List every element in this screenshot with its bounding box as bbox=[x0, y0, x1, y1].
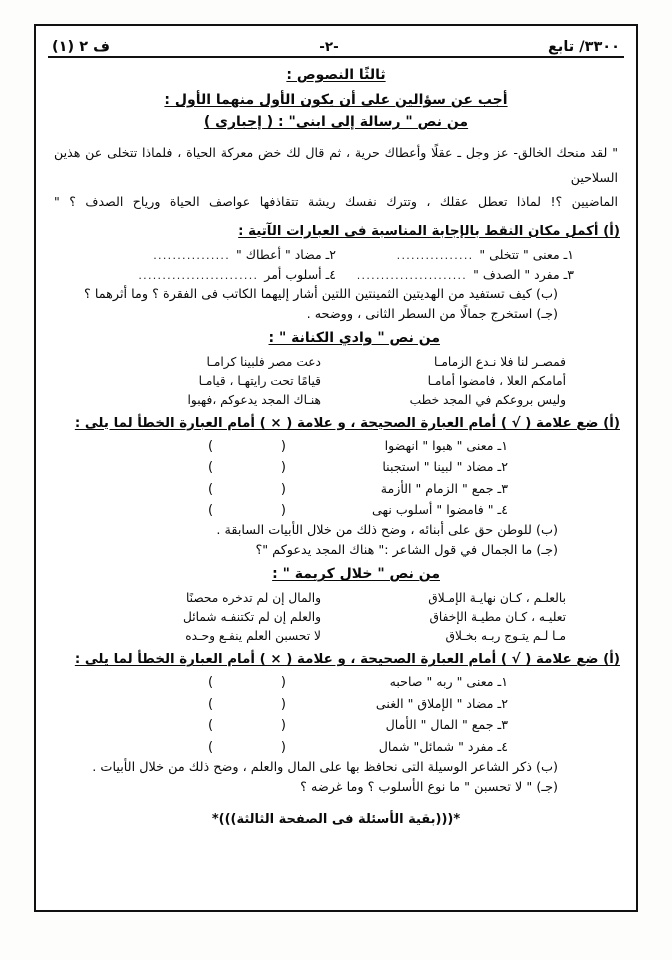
paren-open: ( bbox=[280, 718, 286, 734]
fill-item-4 bbox=[98, 267, 336, 282]
verse-1-hemistich-left: بالعلـم ، كـان نهايـة الإمـلاق bbox=[428, 591, 566, 606]
text2-question-b: (ب) للوطن حق على أبنائه ، وضح ذلك من خلال الأبيات السابقة . bbox=[216, 523, 558, 539]
text1-passage-line2: الماضيين ؟! لماذا تعطل عقلك ، وتترك نفسك ريشة تتقاذفها عواصف الحياة ورياح الصدف ؟ " bbox=[54, 194, 618, 210]
exam-sheet bbox=[34, 24, 638, 912]
truefalse-row bbox=[46, 739, 508, 755]
truefalse-item-1-answer-box[interactable] bbox=[208, 675, 286, 690]
truefalse-row bbox=[46, 717, 508, 733]
text2-source: من نص " وادي الكنانة " : bbox=[268, 329, 440, 346]
fill-item-1-label: ١ـ معنى " تتخلى " bbox=[479, 246, 574, 262]
paren-open: ( bbox=[280, 481, 286, 497]
text1-question-b: (ب) كيف تستفيد من الهديتين الثمينتين اللتين أشار إليهما الكاتب فى الفقرة ؟ وما أثرهما ؟ bbox=[84, 286, 558, 302]
fill-item-3 bbox=[336, 267, 574, 282]
continuation-note: *(((بقية الأسئلة فى الصفحة الثالثة)))* bbox=[211, 811, 461, 827]
fill-row bbox=[98, 267, 574, 282]
truefalse-item-1-answer-box[interactable] bbox=[208, 439, 286, 454]
fill-item-4-blank[interactable]: ......................... bbox=[138, 268, 259, 282]
truefalse-item-3-text: ٣ـ جمع " الزمام " الأزمة bbox=[380, 480, 508, 496]
paren-open: ( bbox=[280, 696, 286, 712]
text3-question-b: (ب) ذكر الشاعر الوسيلة التى نحافظ بها على المال والعلم ، وضح ذلك من خلال الأبيات . bbox=[92, 759, 558, 775]
text2-question-c: (جـ) ما الجمال في قول الشاعر :" هناك المجد يدعوكم "؟ bbox=[255, 543, 558, 559]
verse bbox=[90, 629, 582, 643]
header-divider bbox=[48, 56, 624, 58]
truefalse-row bbox=[46, 481, 508, 497]
truefalse-row bbox=[46, 459, 508, 475]
verse-2-hemistich-left: أمامكم العلا ، فامضوا أمامـا bbox=[427, 373, 566, 388]
section-title: ثالثًا النصوص : bbox=[286, 67, 386, 83]
truefalse-item-4-text: ٤ـ " فامضوا " أسلوب نهى bbox=[372, 502, 508, 518]
verse bbox=[90, 591, 582, 605]
paren-close: ) bbox=[208, 718, 214, 734]
truefalse-item-4-answer-box[interactable] bbox=[208, 740, 286, 755]
verse-2-hemistich-left: تعليـه ، كـان مطيـة الإخفاق bbox=[429, 610, 566, 625]
exam-code: ٣٣٠٠/ تابع bbox=[548, 39, 620, 55]
text1-source: من نص " رسالة إلى ابنى" : ( إجبارى ) bbox=[203, 114, 469, 130]
text1-fill-in-grid bbox=[46, 247, 626, 282]
verse-3-hemistich-right: لا تحسبن العلم ينفـع وحـده bbox=[185, 629, 321, 644]
paren-close: ) bbox=[208, 460, 214, 476]
truefalse-row bbox=[46, 438, 508, 454]
truefalse-item-3-answer-box[interactable] bbox=[208, 482, 286, 497]
text2-question-a-head: (أ) ضع علامة ( √ ) أمام العبارة الصحيحة ، و علامة ( × ) أمام العبارة الخطأ لما يلى : bbox=[74, 415, 620, 431]
truefalse-item-1-text: ١ـ معنى " هبوا " انهضوا bbox=[384, 437, 508, 453]
text3-question-c: (جـ) " لا تحسبن " ما نوع الأسلوب ؟ وما غرضه ؟ bbox=[300, 779, 558, 795]
truefalse-item-2-text: ٢ـ مضاد " لبينا " استجبنا bbox=[382, 459, 508, 475]
truefalse-item-1-text: ١ـ معنى " ربه " صاحبه bbox=[389, 674, 508, 690]
verse-2-hemistich-right: قيامًا تحت رايتهـا ، قيامـا bbox=[198, 373, 321, 388]
paren-open: ( bbox=[280, 503, 286, 519]
truefalse-item-4-text: ٤ـ مفرد " شمائل" شمال bbox=[378, 738, 508, 754]
text1-question-c: (جـ) استخرج جمالًا من السطر الثانى ، ووضحه . bbox=[306, 306, 558, 322]
page-header bbox=[46, 26, 626, 56]
paren-open: ( bbox=[280, 438, 286, 454]
paren-close: ) bbox=[208, 503, 214, 519]
paren-close: ) bbox=[208, 696, 214, 712]
fill-item-1-blank[interactable]: ................ bbox=[396, 248, 474, 262]
truefalse-item-2-text: ٢ـ مضاد " الإملاق " الغنى bbox=[375, 695, 508, 711]
verse-1-hemistich-right: والمال إن لم تدخره محصنًا bbox=[185, 591, 321, 606]
text1-passage-line1: " لقد منحك الخالق- عز وجل ـ عقلًا وأعطاك حرية ، ثم قال لك خض معركة الحياة ، فلماذا تتخلى عن هذين السلاحين bbox=[54, 145, 618, 185]
text2-truefalse-list bbox=[46, 438, 626, 519]
paren-close: ) bbox=[208, 675, 214, 691]
verse-2-hemistich-right: والعلم إن لم تكتنفـه شمائل bbox=[182, 610, 321, 625]
truefalse-item-4-answer-box[interactable] bbox=[208, 503, 286, 518]
fill-item-1 bbox=[336, 247, 574, 262]
verse bbox=[90, 610, 582, 624]
verse-3-hemistich-right: هنـاك المجد يدعوكم ،فهبوا bbox=[187, 392, 321, 407]
text2-poem bbox=[46, 355, 626, 407]
paren-close: ) bbox=[208, 481, 214, 497]
text1-question-a-head: (أ) أكمل مكان النقط بالإجابة المناسبة فى العبارات الآتية : bbox=[238, 223, 620, 239]
truefalse-row bbox=[46, 696, 508, 712]
paren-close: ) bbox=[208, 438, 214, 454]
truefalse-item-3-text: ٣ـ جمع " المال " الأمال bbox=[385, 717, 508, 733]
section-instruction: أجب عن سؤالين على أن يكون الأول منهما الأول : bbox=[164, 92, 508, 108]
fill-item-4-label: ٤ـ أسلوب أمر bbox=[264, 266, 336, 282]
verse-1-hemistich-right: دعت مصر فلبينا كرامـا bbox=[206, 354, 321, 369]
fill-item-3-blank[interactable]: ....................... bbox=[356, 268, 468, 282]
paren-open: ( bbox=[280, 675, 286, 691]
form-label: ف ٢ (١) bbox=[52, 39, 110, 55]
verse-3-hemistich-left: وليس بروعكم في المجد خطب bbox=[409, 392, 566, 407]
verse bbox=[90, 374, 582, 388]
truefalse-row bbox=[46, 502, 508, 518]
fill-row bbox=[98, 247, 574, 262]
paren-close: ) bbox=[208, 739, 214, 755]
paren-open: ( bbox=[280, 739, 286, 755]
verse bbox=[90, 355, 582, 369]
verse-1-hemistich-left: فمصـر لنا فلا نـدع الزمامـا bbox=[434, 354, 566, 369]
page-number: -٢- bbox=[319, 39, 339, 55]
truefalse-item-3-answer-box[interactable] bbox=[208, 718, 286, 733]
fill-item-2-label: ٢ـ مضاد " أعطاك " bbox=[236, 246, 336, 262]
truefalse-row bbox=[46, 674, 508, 690]
verse-3-hemistich-left: مـا لـم يتـوج ربـه بخـلاق bbox=[445, 629, 566, 644]
fill-item-2-blank[interactable]: ................ bbox=[153, 248, 231, 262]
fill-item-2 bbox=[98, 247, 336, 262]
verse bbox=[90, 393, 582, 407]
truefalse-item-2-answer-box[interactable] bbox=[208, 697, 286, 712]
fill-item-3-label: ٣ـ مفرد " الصدف " bbox=[473, 266, 574, 282]
text3-source: من نص " خلال كريمة " : bbox=[272, 566, 440, 583]
text1-passage bbox=[46, 141, 626, 215]
text3-truefalse-list bbox=[46, 674, 626, 755]
paren-open: ( bbox=[280, 460, 286, 476]
text3-question-a-head: (أ) ضع علامة ( √ ) أمام العبارة الصحيحة ، و علامة ( × ) أمام العبارة الخطأ لما يلى : bbox=[74, 652, 620, 668]
truefalse-item-2-answer-box[interactable] bbox=[208, 460, 286, 475]
text3-poem bbox=[46, 591, 626, 643]
